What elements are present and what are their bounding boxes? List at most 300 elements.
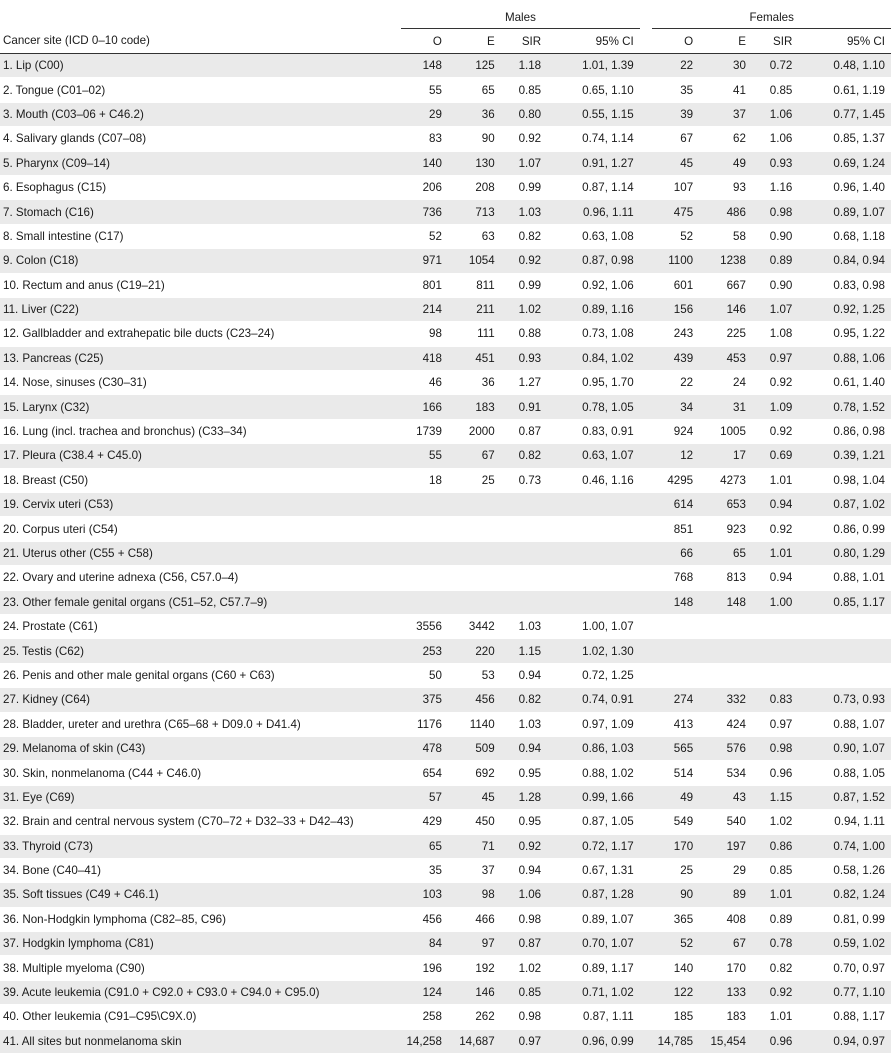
females-sir-cell: 1.15	[758, 785, 804, 809]
males-sir-cell: 1.02	[507, 956, 553, 980]
females-observed-cell: 22	[652, 54, 705, 78]
column-gap	[640, 834, 653, 858]
males-observed-cell: 478	[401, 736, 454, 760]
females-ci-cell: 0.59, 1.02	[804, 932, 891, 956]
table-row	[0, 810, 891, 834]
males-sir-cell	[507, 566, 553, 590]
column-gap	[640, 127, 653, 151]
males-observed-cell: 50	[401, 663, 454, 687]
females-sir-cell: 1.02	[758, 810, 804, 834]
females-ci-cell: 0.84, 0.94	[804, 249, 891, 273]
females-observed-cell: 614	[652, 493, 705, 517]
females-observed-cell: 1100	[652, 249, 705, 273]
column-gap	[640, 444, 653, 468]
females-sir-cell: 0.82	[758, 956, 804, 980]
males-ci-cell	[553, 493, 640, 517]
females-ci-cell: 0.86, 0.99	[804, 517, 891, 541]
column-gap	[640, 883, 653, 907]
females-expected-cell: 24	[705, 371, 758, 395]
females-sir-cell: 0.96	[758, 761, 804, 785]
males-observed-cell: 46	[401, 371, 454, 395]
females-ci-cell: 0.81, 0.99	[804, 907, 891, 931]
females-sir-cell: 0.69	[758, 444, 804, 468]
cancer-site-cell: 32. Brain and central nervous system (C70–72 + D32–33 + D42–43)	[0, 810, 401, 834]
females-observed-cell: 34	[652, 395, 705, 419]
table-row	[0, 736, 891, 760]
header-spacer	[0, 0, 401, 29]
males-observed-cell: 166	[401, 395, 454, 419]
table-row	[0, 590, 891, 614]
males-expected-header: E	[454, 29, 507, 54]
cancer-site-cell: 41. All sites but nonmelanoma skin	[0, 1029, 401, 1053]
females-expected-cell: 41	[705, 78, 758, 102]
table-row	[0, 395, 891, 419]
females-observed-cell: 140	[652, 956, 705, 980]
males-sir-cell	[507, 493, 553, 517]
males-expected-cell: 45	[454, 785, 507, 809]
males-expected-cell: 2000	[454, 419, 507, 443]
females-sir-cell: 0.72	[758, 54, 804, 78]
females-sir-cell: 0.89	[758, 249, 804, 273]
table-row	[0, 858, 891, 882]
females-sir-cell: 1.07	[758, 297, 804, 321]
males-ci-cell: 0.88, 1.02	[553, 761, 640, 785]
males-sir-cell: 0.94	[507, 858, 553, 882]
females-sir-cell: 0.92	[758, 517, 804, 541]
column-gap	[640, 956, 653, 980]
males-expected-cell: 53	[454, 663, 507, 687]
males-expected-cell: 111	[454, 322, 507, 346]
column-gap	[640, 614, 653, 638]
males-expected-cell	[454, 517, 507, 541]
cancer-site-cell: 6. Esophagus (C15)	[0, 175, 401, 199]
males-observed-cell: 148	[401, 54, 454, 78]
females-sir-cell	[758, 639, 804, 663]
females-sir-cell: 0.86	[758, 834, 804, 858]
females-expected-cell: 486	[705, 200, 758, 224]
females-observed-cell: 52	[652, 224, 705, 248]
females-expected-cell: 43	[705, 785, 758, 809]
males-observed-cell: 971	[401, 249, 454, 273]
cancer-site-cell: 27. Kidney (C64)	[0, 688, 401, 712]
header-gap	[640, 0, 653, 29]
females-expected-cell: 453	[705, 346, 758, 370]
table-row	[0, 127, 891, 151]
column-gap	[640, 395, 653, 419]
cancer-site-cell: 33. Thyroid (C73)	[0, 834, 401, 858]
females-ci-cell: 0.69, 1.24	[804, 151, 891, 175]
males-observed-cell: 52	[401, 224, 454, 248]
females-expected-cell	[705, 639, 758, 663]
females-sir-cell: 0.98	[758, 200, 804, 224]
females-expected-cell: 653	[705, 493, 758, 517]
males-expected-cell: 146	[454, 980, 507, 1004]
column-gap	[640, 175, 653, 199]
cancer-site-cell: 1. Lip (C00)	[0, 54, 401, 78]
males-sir-cell: 0.82	[507, 688, 553, 712]
females-sir-cell: 0.94	[758, 566, 804, 590]
males-observed-cell	[401, 493, 454, 517]
column-gap	[640, 419, 653, 443]
females-expected-cell: 813	[705, 566, 758, 590]
males-ci-cell: 0.74, 0.91	[553, 688, 640, 712]
cancer-site-cell: 21. Uterus other (C55 + C58)	[0, 541, 401, 565]
table-row	[0, 468, 891, 492]
males-sir-cell: 0.80	[507, 102, 553, 126]
cancer-site-cell: 29. Melanoma of skin (C43)	[0, 736, 401, 760]
males-expected-cell	[454, 566, 507, 590]
cancer-site-cell: 40. Other leukemia (C91–C95\C9X.0)	[0, 1005, 401, 1029]
males-observed-cell: 55	[401, 444, 454, 468]
females-ci-cell: 0.86, 0.98	[804, 419, 891, 443]
cancer-site-cell: 30. Skin, nonmelanoma (C44 + C46.0)	[0, 761, 401, 785]
males-sir-cell: 1.06	[507, 883, 553, 907]
males-ci-cell: 1.01, 1.39	[553, 54, 640, 78]
females-ci-cell: 0.88, 1.01	[804, 566, 891, 590]
column-gap	[640, 151, 653, 175]
males-observed-cell: 1739	[401, 419, 454, 443]
males-ci-cell: 0.87, 1.05	[553, 810, 640, 834]
males-expected-cell: 262	[454, 1005, 507, 1029]
females-sir-cell: 1.01	[758, 1005, 804, 1029]
males-sir-cell	[507, 541, 553, 565]
table-row	[0, 200, 891, 224]
cancer-site-cell: 39. Acute leukemia (C91.0 + C92.0 + C93.0 + C94.0 + C95.0)	[0, 980, 401, 1004]
females-ci-cell: 0.77, 1.10	[804, 980, 891, 1004]
table-row	[0, 224, 891, 248]
cancer-site-cell: 17. Pleura (C38.4 + C45.0)	[0, 444, 401, 468]
table-row	[0, 932, 891, 956]
males-expected-cell: 25	[454, 468, 507, 492]
cancer-site-cell: 13. Pancreas (C25)	[0, 346, 401, 370]
males-observed-cell: 214	[401, 297, 454, 321]
females-observed-cell: 439	[652, 346, 705, 370]
females-group-header: Females	[652, 0, 891, 29]
males-expected-cell: 97	[454, 932, 507, 956]
table-row	[0, 663, 891, 687]
table-row	[0, 1005, 891, 1029]
males-observed-cell: 57	[401, 785, 454, 809]
males-expected-cell	[454, 541, 507, 565]
males-sir-cell: 1.03	[507, 200, 553, 224]
column-gap	[640, 566, 653, 590]
males-sir-cell: 0.85	[507, 980, 553, 1004]
males-ci-cell: 0.72, 1.25	[553, 663, 640, 687]
females-ci-cell: 0.61, 1.40	[804, 371, 891, 395]
females-ci-cell: 0.73, 0.93	[804, 688, 891, 712]
table-row	[0, 956, 891, 980]
males-ci-cell: 0.70, 1.07	[553, 932, 640, 956]
females-expected-cell: 534	[705, 761, 758, 785]
females-sir-cell	[758, 614, 804, 638]
cancer-site-cell: 12. Gallbladder and extrahepatic bile ducts (C23–24)	[0, 322, 401, 346]
column-gap	[640, 858, 653, 882]
table-row	[0, 419, 891, 443]
column-gap	[640, 493, 653, 517]
cancer-site-cell: 9. Colon (C18)	[0, 249, 401, 273]
column-gap	[640, 371, 653, 395]
females-ci-cell: 0.94, 0.97	[804, 1029, 891, 1053]
females-observed-cell: 274	[652, 688, 705, 712]
females-observed-cell: 514	[652, 761, 705, 785]
females-sir-cell: 0.90	[758, 273, 804, 297]
females-expected-cell: 540	[705, 810, 758, 834]
males-sir-cell: 0.99	[507, 273, 553, 297]
females-sir-cell: 1.06	[758, 127, 804, 151]
males-observed-cell: 83	[401, 127, 454, 151]
females-ci-cell: 0.98, 1.04	[804, 468, 891, 492]
females-expected-cell: 58	[705, 224, 758, 248]
females-observed-cell: 243	[652, 322, 705, 346]
females-ci-cell: 0.87, 1.02	[804, 493, 891, 517]
males-sir-cell: 0.98	[507, 1005, 553, 1029]
cancer-site-cell: 2. Tongue (C01–02)	[0, 78, 401, 102]
males-ci-cell: 0.71, 1.02	[553, 980, 640, 1004]
females-observed-cell: 185	[652, 1005, 705, 1029]
females-observed-cell	[652, 639, 705, 663]
females-observed-cell: 49	[652, 785, 705, 809]
males-observed-cell: 375	[401, 688, 454, 712]
males-ci-cell: 0.91, 1.27	[553, 151, 640, 175]
females-sir-cell: 0.93	[758, 151, 804, 175]
table-row	[0, 517, 891, 541]
females-observed-cell: 170	[652, 834, 705, 858]
males-expected-cell: 65	[454, 78, 507, 102]
females-sir-cell: 1.01	[758, 541, 804, 565]
females-expected-cell: 49	[705, 151, 758, 175]
males-expected-cell: 125	[454, 54, 507, 78]
females-ci-cell: 0.39, 1.21	[804, 444, 891, 468]
table-row	[0, 297, 891, 321]
males-sir-cell: 0.92	[507, 249, 553, 273]
males-observed-cell: 3556	[401, 614, 454, 638]
table-row	[0, 78, 891, 102]
males-sir-cell: 0.92	[507, 834, 553, 858]
females-sir-cell: 0.85	[758, 858, 804, 882]
males-observed-cell: 429	[401, 810, 454, 834]
females-observed-cell: 924	[652, 419, 705, 443]
column-gap	[640, 541, 653, 565]
females-observed-cell: 107	[652, 175, 705, 199]
females-ci-cell: 0.77, 1.45	[804, 102, 891, 126]
table-row	[0, 541, 891, 565]
males-group-header: Males	[401, 0, 640, 29]
males-ci-cell: 0.87, 0.98	[553, 249, 640, 273]
females-observed-cell: 90	[652, 883, 705, 907]
females-ci-cell: 0.88, 1.07	[804, 712, 891, 736]
females-ci-cell: 0.85, 1.17	[804, 590, 891, 614]
males-ci-cell: 0.72, 1.17	[553, 834, 640, 858]
males-sir-cell: 1.15	[507, 639, 553, 663]
column-gap	[640, 712, 653, 736]
females-expected-cell: 424	[705, 712, 758, 736]
column-gap	[640, 590, 653, 614]
females-ci-cell	[804, 663, 891, 687]
males-ci-cell: 0.89, 1.17	[553, 956, 640, 980]
females-expected-cell: 332	[705, 688, 758, 712]
column-gap	[640, 932, 653, 956]
males-sir-cell: 0.94	[507, 736, 553, 760]
table-row	[0, 639, 891, 663]
males-ci-cell: 0.99, 1.66	[553, 785, 640, 809]
males-sir-cell: 0.87	[507, 419, 553, 443]
males-sir-cell: 0.88	[507, 322, 553, 346]
males-sir-cell: 0.82	[507, 224, 553, 248]
males-sir-cell: 1.18	[507, 54, 553, 78]
males-ci-cell	[553, 517, 640, 541]
males-ci-cell	[553, 590, 640, 614]
table-row	[0, 273, 891, 297]
column-gap	[640, 468, 653, 492]
cancer-site-cell: 10. Rectum and anus (C19–21)	[0, 273, 401, 297]
males-observed-cell: 801	[401, 273, 454, 297]
column-gap	[640, 249, 653, 273]
column-gap	[640, 297, 653, 321]
column-gap	[640, 322, 653, 346]
males-observed-cell: 35	[401, 858, 454, 882]
males-observed-cell	[401, 541, 454, 565]
males-sir-cell: 1.03	[507, 614, 553, 638]
females-sir-cell: 0.83	[758, 688, 804, 712]
females-expected-cell: 30	[705, 54, 758, 78]
females-sir-cell: 0.92	[758, 371, 804, 395]
males-sir-cell: 0.92	[507, 127, 553, 151]
males-expected-cell: 451	[454, 346, 507, 370]
females-observed-cell: 52	[652, 932, 705, 956]
females-sir-cell: 0.92	[758, 419, 804, 443]
males-ci-cell: 0.55, 1.15	[553, 102, 640, 126]
females-ci-cell: 0.94, 1.11	[804, 810, 891, 834]
males-ci-cell: 0.92, 1.06	[553, 273, 640, 297]
males-sir-cell: 0.95	[507, 810, 553, 834]
females-ci-cell: 0.89, 1.07	[804, 200, 891, 224]
column-gap	[640, 785, 653, 809]
females-ci-cell: 0.90, 1.07	[804, 736, 891, 760]
males-ci-cell: 0.67, 1.31	[553, 858, 640, 882]
males-expected-cell: 811	[454, 273, 507, 297]
males-ci-cell: 0.84, 1.02	[553, 346, 640, 370]
males-expected-cell: 90	[454, 127, 507, 151]
table-row	[0, 151, 891, 175]
males-expected-cell: 37	[454, 858, 507, 882]
table-row	[0, 834, 891, 858]
females-expected-cell: 15,454	[705, 1029, 758, 1053]
males-expected-cell: 36	[454, 102, 507, 126]
females-expected-cell: 67	[705, 932, 758, 956]
males-observed-cell: 140	[401, 151, 454, 175]
females-sir-cell: 0.98	[758, 736, 804, 760]
males-sir-cell: 1.03	[507, 712, 553, 736]
males-ci-cell: 0.63, 1.08	[553, 224, 640, 248]
cancer-site-cell: 16. Lung (incl. trachea and bronchus) (C33–34)	[0, 419, 401, 443]
females-sir-cell: 1.01	[758, 468, 804, 492]
table-row	[0, 566, 891, 590]
males-ci-cell: 0.97, 1.09	[553, 712, 640, 736]
cancer-site-cell: 26. Penis and other male genital organs (C60 + C63)	[0, 663, 401, 687]
males-expected-cell: 509	[454, 736, 507, 760]
females-ci-cell: 0.78, 1.52	[804, 395, 891, 419]
males-ci-cell: 0.87, 1.11	[553, 1005, 640, 1029]
column-gap	[640, 1005, 653, 1029]
cancer-site-cell: 3. Mouth (C03–06 + C46.2)	[0, 102, 401, 126]
males-sir-cell: 0.99	[507, 175, 553, 199]
males-sir-header: SIR	[507, 29, 553, 54]
males-sir-cell: 1.02	[507, 297, 553, 321]
males-ci-cell: 0.96, 1.11	[553, 200, 640, 224]
females-observed-cell: 35	[652, 78, 705, 102]
females-ci-cell: 0.92, 1.25	[804, 297, 891, 321]
cancer-site-cell: 28. Bladder, ureter and urethra (C65–68 + D09.0 + D41.4)	[0, 712, 401, 736]
column-gap	[640, 78, 653, 102]
table-row	[0, 371, 891, 395]
females-sir-cell: 0.94	[758, 493, 804, 517]
males-ci-cell: 0.86, 1.03	[553, 736, 640, 760]
males-sir-cell: 0.82	[507, 444, 553, 468]
females-sir-cell: 0.96	[758, 1029, 804, 1053]
males-sir-cell: 0.97	[507, 1029, 553, 1053]
males-expected-cell: 211	[454, 297, 507, 321]
males-expected-cell: 192	[454, 956, 507, 980]
females-ci-cell: 0.82, 1.24	[804, 883, 891, 907]
males-observed-cell: 258	[401, 1005, 454, 1029]
females-observed-cell: 148	[652, 590, 705, 614]
males-ci-cell: 0.73, 1.08	[553, 322, 640, 346]
females-observed-cell: 601	[652, 273, 705, 297]
column-gap	[640, 639, 653, 663]
females-sir-cell: 0.97	[758, 346, 804, 370]
males-ci-cell: 0.83, 0.91	[553, 419, 640, 443]
females-observed-cell: 12	[652, 444, 705, 468]
females-ci-cell	[804, 614, 891, 638]
males-ci-cell: 0.63, 1.07	[553, 444, 640, 468]
females-expected-cell: 31	[705, 395, 758, 419]
females-sir-cell: 1.16	[758, 175, 804, 199]
females-observed-cell: 39	[652, 102, 705, 126]
header-gap	[640, 29, 653, 54]
table-row	[0, 346, 891, 370]
males-sir-cell: 0.87	[507, 932, 553, 956]
females-observed-cell: 66	[652, 541, 705, 565]
females-ci-cell: 0.88, 1.17	[804, 1005, 891, 1029]
males-expected-cell: 183	[454, 395, 507, 419]
females-expected-cell: 183	[705, 1005, 758, 1029]
cancer-site-cell: 5. Pharynx (C09–14)	[0, 151, 401, 175]
males-ci-cell: 0.87, 1.28	[553, 883, 640, 907]
females-expected-cell: 170	[705, 956, 758, 980]
column-gap	[640, 907, 653, 931]
males-observed-cell: 253	[401, 639, 454, 663]
males-expected-cell: 3442	[454, 614, 507, 638]
column-gap	[640, 736, 653, 760]
females-sir-cell: 1.00	[758, 590, 804, 614]
males-observed-cell: 418	[401, 346, 454, 370]
males-ci-cell: 0.95, 1.70	[553, 371, 640, 395]
males-expected-cell: 36	[454, 371, 507, 395]
column-gap	[640, 200, 653, 224]
females-expected-cell: 1005	[705, 419, 758, 443]
females-observed-cell: 22	[652, 371, 705, 395]
males-expected-cell: 466	[454, 907, 507, 931]
females-expected-cell	[705, 663, 758, 687]
cancer-site-cell: 15. Larynx (C32)	[0, 395, 401, 419]
males-observed-cell: 18	[401, 468, 454, 492]
females-observed-cell: 549	[652, 810, 705, 834]
cancer-site-cell: 7. Stomach (C16)	[0, 200, 401, 224]
females-expected-cell: 576	[705, 736, 758, 760]
females-ci-cell: 0.95, 1.22	[804, 322, 891, 346]
column-gap	[640, 663, 653, 687]
females-sir-cell: 1.08	[758, 322, 804, 346]
